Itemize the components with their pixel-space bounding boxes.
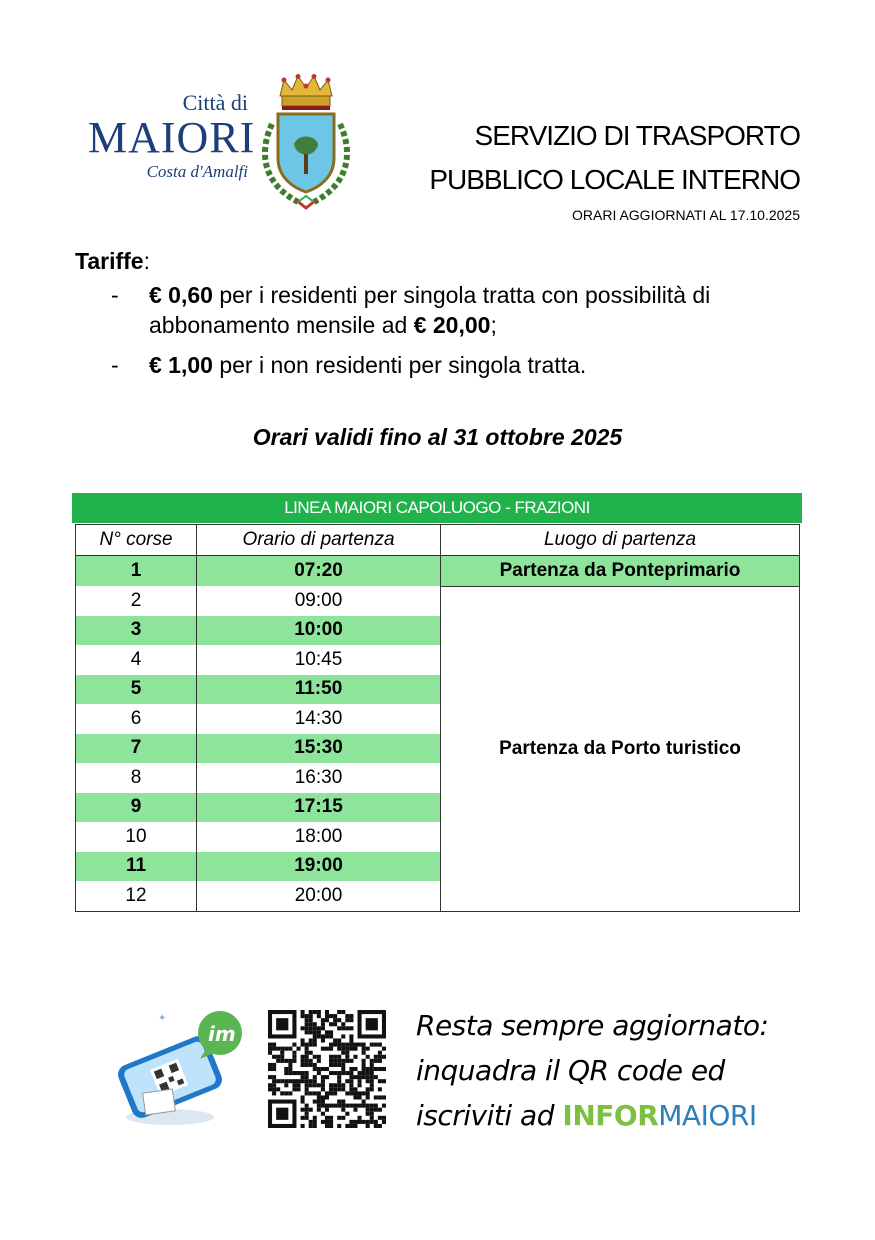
- cell-departure-place: Partenza da Ponteprimario: [441, 556, 800, 587]
- cell-trip-number: 3: [76, 616, 197, 646]
- cell-departure-time: 07:20: [197, 556, 441, 587]
- title-line-1: SERVIZIO DI TRASPORTO: [474, 120, 800, 151]
- footer-line-1: Resta sempre aggiornato:: [416, 1009, 769, 1042]
- cell-departure-time: 17:15: [197, 793, 441, 823]
- coat-of-arms-icon: [258, 74, 354, 212]
- tariff-item-residents: - € 0,60 per i residenti per singola tratta con possibilità di abbonamento mensile ad € 20,00;: [111, 282, 711, 338]
- cell-departure-place: Partenza da Porto turistico: [441, 586, 800, 911]
- brand-infor: INFOR: [562, 1099, 659, 1132]
- footer-line-2: inquadra il QR code ed: [416, 1054, 725, 1087]
- cell-trip-number: 8: [76, 763, 197, 793]
- tariffs-list: [75, 280, 815, 380]
- cell-trip-number: 1: [76, 556, 197, 587]
- document-title: [429, 114, 800, 228]
- svg-text:im: im: [208, 1022, 236, 1046]
- cell-departure-time: 10:45: [197, 645, 441, 675]
- cell-trip-number: 10: [76, 822, 197, 852]
- title-line-2: PUBBLICO LOCALE INTERNO: [429, 164, 800, 195]
- logo-line-citta: Città di: [182, 90, 248, 115]
- validity-notice: Orari validi fino al 31 ottobre 2025: [252, 424, 623, 450]
- cell-trip-number: 4: [76, 645, 197, 675]
- table-row: [76, 556, 800, 587]
- municipality-logo-text: [88, 90, 256, 182]
- svg-text:✦: ✦: [158, 1013, 167, 1024]
- column-header-departure-place: Luogo di partenza: [441, 525, 800, 556]
- cell-departure-time: 11:50: [197, 675, 441, 705]
- cell-trip-number: 2: [76, 586, 197, 616]
- cell-departure-time: 19:00: [197, 852, 441, 882]
- tariffs-heading: Tariffe:: [75, 248, 150, 274]
- cell-departure-time: 15:30: [197, 734, 441, 764]
- footer-line-3: iscriviti ad INFORMAIORI: [416, 1099, 757, 1132]
- table-row: [76, 586, 800, 616]
- cell-trip-number: 11: [76, 852, 197, 882]
- brand-maiori: MAIORI: [658, 1099, 757, 1132]
- column-header-departure-time: Orario di partenza: [197, 525, 441, 556]
- cell-departure-time: 16:30: [197, 763, 441, 793]
- line-name-header: LINEA MAIORI CAPOLUOGO - FRAZIONI: [72, 493, 802, 523]
- timetable-header-row: [76, 525, 800, 556]
- logo-line-costa: Costa d'Amalfi: [146, 162, 248, 181]
- logo-line-maiori: MAIORI: [88, 113, 256, 162]
- cell-departure-time: 09:00: [197, 586, 441, 616]
- cell-departure-time: 10:00: [197, 616, 441, 646]
- footer-message: [416, 1003, 768, 1138]
- phone-qr-icon: [108, 1005, 248, 1130]
- updated-date: ORARI AGGIORNATI AL 17.10.2025: [572, 207, 800, 223]
- tariffs-section: [75, 246, 815, 390]
- cell-departure-time: 20:00: [197, 881, 441, 911]
- cell-trip-number: 12: [76, 881, 197, 911]
- qr-code-icon[interactable]: [268, 1010, 386, 1128]
- timetable: [75, 524, 800, 912]
- cell-departure-time: 14:30: [197, 704, 441, 734]
- cell-trip-number: 9: [76, 793, 197, 823]
- cell-departure-time: 18:00: [197, 822, 441, 852]
- cell-trip-number: 6: [76, 704, 197, 734]
- cell-trip-number: 5: [76, 675, 197, 705]
- cell-trip-number: 7: [76, 734, 197, 764]
- column-header-trip-number: N° corse: [76, 525, 197, 556]
- tariff-item-non-residents: - € 1,00 per i non residenti per singola tratta.: [111, 352, 587, 378]
